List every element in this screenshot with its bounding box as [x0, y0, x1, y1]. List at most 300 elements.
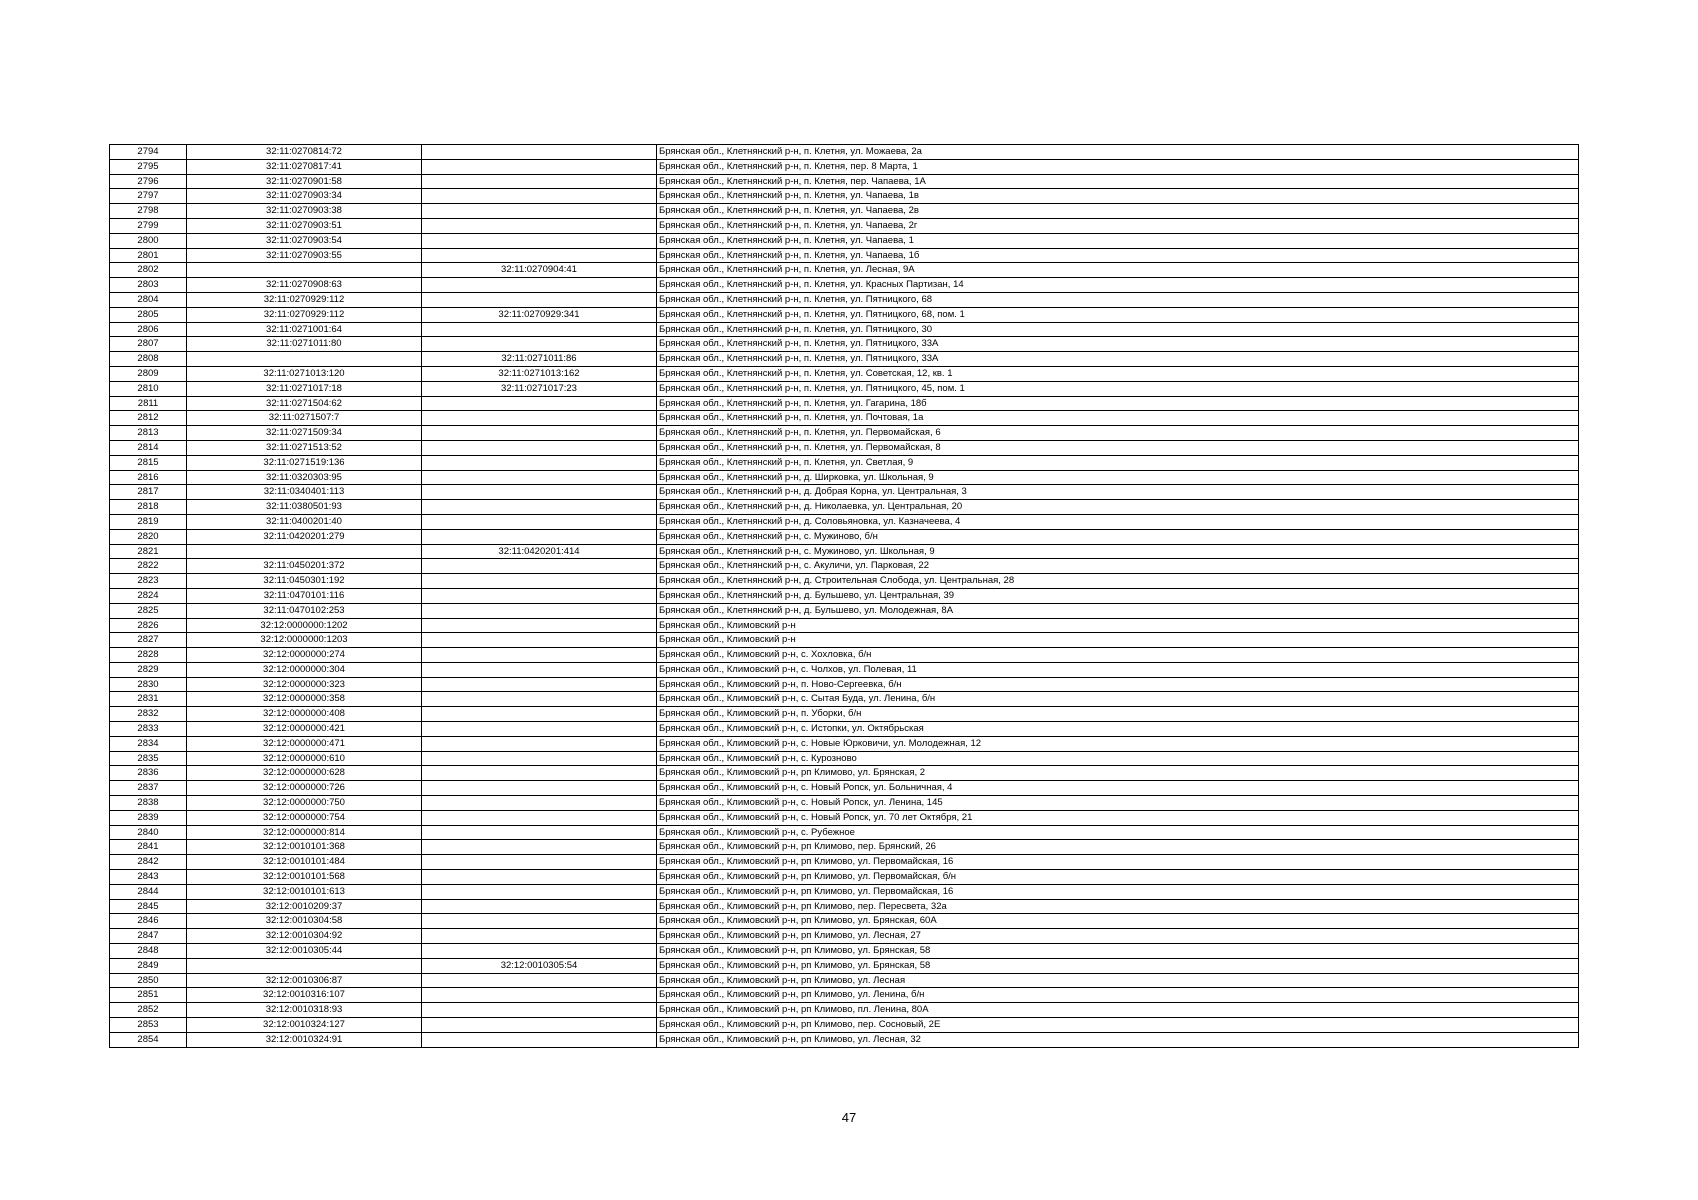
row-number-cell: 2816	[110, 470, 187, 485]
address-cell: Брянская обл., Климовский р-н, с. Истопки, ул. Октябрьская	[657, 722, 1579, 737]
address-cell: Брянская обл., Климовский р-н, рп Климово, пер. Пересвета, 32а	[657, 899, 1579, 914]
row-number-cell: 2853	[110, 1018, 187, 1033]
included-object-number-cell	[422, 796, 657, 811]
included-object-number-cell	[422, 500, 657, 515]
row-number-cell: 2842	[110, 855, 187, 870]
row-number-cell: 2806	[110, 322, 187, 337]
row-number-cell: 2843	[110, 870, 187, 885]
table-row	[110, 677, 1579, 692]
cadastral-number-cell: 32:11:0271013:120	[187, 366, 422, 381]
table-row	[110, 189, 1579, 204]
row-number-cell: 2823	[110, 574, 187, 589]
table-row	[110, 204, 1579, 219]
table-row	[110, 825, 1579, 840]
included-object-number-cell	[422, 884, 657, 899]
row-number-cell: 2845	[110, 899, 187, 914]
row-number-cell: 2804	[110, 292, 187, 307]
cadastral-number-cell: 32:11:0270903:54	[187, 233, 422, 248]
included-object-number-cell	[422, 559, 657, 574]
cadastral-number-cell: 32:11:0270929:112	[187, 307, 422, 322]
address-cell: Брянская обл., Климовский р-н, рп Климово, пер. Брянский, 26	[657, 840, 1579, 855]
address-cell: Брянская обл., Климовский р-н, с. Новый Ропск, ул. Больничная, 4	[657, 781, 1579, 796]
table-row	[110, 411, 1579, 426]
table-row	[110, 396, 1579, 411]
included-object-number-cell	[422, 870, 657, 885]
row-number-cell: 2800	[110, 233, 187, 248]
row-number-cell: 2815	[110, 455, 187, 470]
cadastral-number-cell	[187, 263, 422, 278]
cadastral-number-cell: 32:11:0271001:64	[187, 322, 422, 337]
cadastral-number-cell: 32:11:0420201:279	[187, 529, 422, 544]
address-cell: Брянская обл., Клетнянский р-н, п. Клетня, ул. Первомайская, 8	[657, 440, 1579, 455]
table-row	[110, 751, 1579, 766]
row-number-cell: 2833	[110, 722, 187, 737]
table-row	[110, 322, 1579, 337]
row-number-cell: 2810	[110, 381, 187, 396]
cadastral-number-cell: 32:12:0010101:484	[187, 855, 422, 870]
included-object-number-cell	[422, 781, 657, 796]
table-row	[110, 574, 1579, 589]
cadastral-number-cell: 32:11:0270814:72	[187, 145, 422, 160]
included-object-number-cell	[422, 692, 657, 707]
address-cell: Брянская обл., Климовский р-н, с. Новые Юрковичи, ул. Молодежная, 12	[657, 736, 1579, 751]
cadastral-number-cell: 32:12:0010101:368	[187, 840, 422, 855]
row-number-cell: 2838	[110, 796, 187, 811]
address-cell: Брянская обл., Климовский р-н, рп Климово, ул. Лесная, 27	[657, 929, 1579, 944]
table-row	[110, 1003, 1579, 1018]
table-row	[110, 618, 1579, 633]
table-row	[110, 766, 1579, 781]
table-row	[110, 455, 1579, 470]
row-number-cell: 2854	[110, 1032, 187, 1047]
address-cell: Брянская обл., Клетнянский р-н, п. Клетня, ул. Гагарина, 18б	[657, 396, 1579, 411]
address-cell: Брянская обл., Клетнянский р-н, п. Клетня, ул. Чапаева, 1в	[657, 189, 1579, 204]
address-cell: Брянская обл., Клетнянский р-н, п. Клетня, ул. Пятницкого, 33А	[657, 337, 1579, 352]
address-cell: Брянская обл., Клетнянский р-н, п. Клетня, ул. Можаева, 2а	[657, 145, 1579, 160]
address-cell: Брянская обл., Клетнянский р-н, п. Клетня, ул. Пятницкого, 45, пом. 1	[657, 381, 1579, 396]
included-object-number-cell	[422, 855, 657, 870]
address-cell: Брянская обл., Клетнянский р-н, п. Клетня, ул. Пятницкого, 68	[657, 292, 1579, 307]
row-number-cell: 2832	[110, 707, 187, 722]
address-cell: Брянская обл., Клетнянский р-н, п. Клетня, пер. 8 Марта, 1	[657, 159, 1579, 174]
table-row	[110, 648, 1579, 663]
cadastral-number-cell: 32:12:0010306:87	[187, 973, 422, 988]
table-row	[110, 426, 1579, 441]
table-row	[110, 145, 1579, 160]
row-number-cell: 2836	[110, 766, 187, 781]
address-cell: Брянская обл., Климовский р-н, рп Климово, ул. Лесная	[657, 973, 1579, 988]
table-row	[110, 662, 1579, 677]
row-number-cell: 2803	[110, 278, 187, 293]
included-object-number-cell	[422, 944, 657, 959]
cadastral-number-cell: 32:11:0270901:58	[187, 174, 422, 189]
table-row	[110, 248, 1579, 263]
row-number-cell: 2811	[110, 396, 187, 411]
cadastral-number-cell: 32:12:0000000:610	[187, 751, 422, 766]
table-row	[110, 352, 1579, 367]
address-cell: Брянская обл., Климовский р-н, рп Климово, ул. Лесная, 32	[657, 1032, 1579, 1047]
row-number-cell: 2797	[110, 189, 187, 204]
address-cell: Брянская обл., Климовский р-н, рп Климово, ул. Первомайская, 16	[657, 855, 1579, 870]
cadastral-number-cell: 32:11:0450201:372	[187, 559, 422, 574]
included-object-number-cell	[422, 929, 657, 944]
address-cell: Брянская обл., Климовский р-н, п. Ново-Сергеевка, б/н	[657, 677, 1579, 692]
address-cell: Брянская обл., Клетнянский р-н, д. Бульшево, ул. Центральная, 39	[657, 588, 1579, 603]
included-object-number-cell	[422, 485, 657, 500]
cadastral-number-cell: 32:11:0270929:112	[187, 292, 422, 307]
table-row	[110, 1032, 1579, 1047]
address-cell: Брянская обл., Клетнянский р-н, п. Клетня, ул. Пятницкого, 33А	[657, 352, 1579, 367]
table-row	[110, 929, 1579, 944]
included-object-number-cell	[422, 174, 657, 189]
row-number-cell: 2830	[110, 677, 187, 692]
row-number-cell: 2849	[110, 958, 187, 973]
included-object-number-cell: 32:11:0271013:162	[422, 366, 657, 381]
row-number-cell: 2826	[110, 618, 187, 633]
included-object-number-cell	[422, 514, 657, 529]
table-row	[110, 1018, 1579, 1033]
included-object-number-cell: 32:11:0270929:341	[422, 307, 657, 322]
included-object-number-cell	[422, 529, 657, 544]
table-row	[110, 544, 1579, 559]
address-cell: Брянская обл., Климовский р-н, рп Климово, ул. Ленина, б/н	[657, 988, 1579, 1003]
row-number-cell: 2799	[110, 218, 187, 233]
included-object-number-cell	[422, 337, 657, 352]
included-object-number-cell	[422, 914, 657, 929]
table-row	[110, 529, 1579, 544]
address-cell: Брянская обл., Клетнянский р-н, д. Бульшево, ул. Молодежная, 8А	[657, 603, 1579, 618]
table-row	[110, 485, 1579, 500]
address-cell: Брянская обл., Клетнянский р-н, п. Клетня, ул. Красных Партизан, 14	[657, 278, 1579, 293]
included-object-number-cell	[422, 1018, 657, 1033]
cadastral-number-cell: 32:11:0380501:93	[187, 500, 422, 515]
included-object-number-cell	[422, 722, 657, 737]
included-object-number-cell	[422, 574, 657, 589]
row-number-cell: 2837	[110, 781, 187, 796]
cadastral-number-cell: 32:12:0010305:44	[187, 944, 422, 959]
table-row	[110, 233, 1579, 248]
table-row	[110, 307, 1579, 322]
address-cell: Брянская обл., Климовский р-н, с. Чолхов, ул. Полевая, 11	[657, 662, 1579, 677]
table-row	[110, 292, 1579, 307]
row-number-cell: 2801	[110, 248, 187, 263]
included-object-number-cell	[422, 751, 657, 766]
included-object-number-cell	[422, 159, 657, 174]
table-row	[110, 159, 1579, 174]
address-cell: Брянская обл., Клетнянский р-н, д. Добрая Корна, ул. Центральная, 3	[657, 485, 1579, 500]
address-cell: Брянская обл., Клетнянский р-н, д. Ширковка, ул. Школьная, 9	[657, 470, 1579, 485]
row-number-cell: 2796	[110, 174, 187, 189]
included-object-number-cell	[422, 455, 657, 470]
cadastral-number-cell: 32:11:0270903:55	[187, 248, 422, 263]
row-number-cell: 2819	[110, 514, 187, 529]
table-row	[110, 796, 1579, 811]
included-object-number-cell	[422, 1003, 657, 1018]
included-object-number-cell	[422, 204, 657, 219]
cadastral-number-cell: 32:12:0010316:107	[187, 988, 422, 1003]
row-number-cell: 2802	[110, 263, 187, 278]
address-cell: Брянская обл., Клетнянский р-н, п. Клетня, ул. Лесная, 9А	[657, 263, 1579, 278]
included-object-number-cell: 32:11:0420201:414	[422, 544, 657, 559]
row-number-cell: 2851	[110, 988, 187, 1003]
cadastral-number-cell: 32:12:0000000:274	[187, 648, 422, 663]
table-row	[110, 559, 1579, 574]
cadastral-number-cell: 32:12:0000000:421	[187, 722, 422, 737]
cadastral-number-cell: 32:12:0010324:127	[187, 1018, 422, 1033]
included-object-number-cell	[422, 707, 657, 722]
included-object-number-cell	[422, 470, 657, 485]
cadastral-number-cell: 32:12:0010304:92	[187, 929, 422, 944]
table-row	[110, 514, 1579, 529]
cadastral-number-cell: 32:11:0270903:34	[187, 189, 422, 204]
address-cell: Брянская обл., Клетнянский р-н, с. Акуличи, ул. Парковая, 22	[657, 559, 1579, 574]
row-number-cell: 2805	[110, 307, 187, 322]
table-row	[110, 381, 1579, 396]
table-row	[110, 366, 1579, 381]
row-number-cell: 2847	[110, 929, 187, 944]
cadastral-number-cell: 32:12:0000000:1202	[187, 618, 422, 633]
row-number-cell: 2814	[110, 440, 187, 455]
included-object-number-cell	[422, 825, 657, 840]
included-object-number-cell	[422, 1032, 657, 1047]
included-object-number-cell	[422, 292, 657, 307]
included-object-number-cell: 32:11:0270904:41	[422, 263, 657, 278]
address-cell: Брянская обл., Климовский р-н, рп Климово, ул. Брянская, 58	[657, 958, 1579, 973]
table-row	[110, 781, 1579, 796]
row-number-cell: 2812	[110, 411, 187, 426]
cadastral-number-cell: 32:11:0271507:7	[187, 411, 422, 426]
address-cell: Брянская обл., Климовский р-н, с. Хохловка, б/н	[657, 648, 1579, 663]
address-cell: Брянская обл., Клетнянский р-н, д. Соловьяновка, ул. Казначеева, 4	[657, 514, 1579, 529]
table-row	[110, 707, 1579, 722]
cadastral-number-cell: 32:12:0000000:726	[187, 781, 422, 796]
included-object-number-cell	[422, 973, 657, 988]
included-object-number-cell	[422, 145, 657, 160]
address-cell: Брянская обл., Климовский р-н, с. Сытая Буда, ул. Ленина, б/н	[657, 692, 1579, 707]
address-cell: Брянская обл., Климовский р-н, с. Новый Ропск, ул. 70 лет Октября, 21	[657, 810, 1579, 825]
row-number-cell: 2794	[110, 145, 187, 160]
row-number-cell: 2835	[110, 751, 187, 766]
table-row	[110, 278, 1579, 293]
address-cell: Брянская обл., Климовский р-н	[657, 633, 1579, 648]
cadastral-number-cell: 32:11:0270903:51	[187, 218, 422, 233]
cadastral-number-cell: 32:12:0010324:91	[187, 1032, 422, 1047]
row-number-cell: 2818	[110, 500, 187, 515]
cadastral-number-cell: 32:12:0000000:750	[187, 796, 422, 811]
cadastral-number-cell: 32:11:0271509:34	[187, 426, 422, 441]
registry-table	[109, 144, 1579, 1048]
address-cell: Брянская обл., Климовский р-н, рп Климово, ул. Первомайская, б/н	[657, 870, 1579, 885]
cadastral-number-cell: 32:11:0271504:62	[187, 396, 422, 411]
address-cell: Брянская обл., Клетнянский р-н, д. Строительная Слобода, ул. Центральная, 28	[657, 574, 1579, 589]
cadastral-number-cell: 32:11:0400201:40	[187, 514, 422, 529]
table-row	[110, 944, 1579, 959]
table-row	[110, 988, 1579, 1003]
included-object-number-cell	[422, 278, 657, 293]
address-cell: Брянская обл., Клетнянский р-н, п. Клетня, ул. Чапаева, 1б	[657, 248, 1579, 263]
row-number-cell: 2808	[110, 352, 187, 367]
registry-table-body	[110, 145, 1579, 1048]
cadastral-number-cell: 32:12:0010318:93	[187, 1003, 422, 1018]
address-cell: Брянская обл., Климовский р-н, рп Климово, ул. Брянская, 2	[657, 766, 1579, 781]
included-object-number-cell	[422, 988, 657, 1003]
address-cell: Брянская обл., Клетнянский р-н, п. Клетня, ул. Первомайская, 6	[657, 426, 1579, 441]
included-object-number-cell	[422, 899, 657, 914]
cadastral-number-cell: 32:12:0000000:628	[187, 766, 422, 781]
included-object-number-cell	[422, 633, 657, 648]
included-object-number-cell	[422, 218, 657, 233]
included-object-number-cell: 32:11:0271011:86	[422, 352, 657, 367]
included-object-number-cell	[422, 411, 657, 426]
address-cell: Брянская обл., Клетнянский р-н, с. Мужиново, ул. Школьная, 9	[657, 544, 1579, 559]
cadastral-number-cell: 32:11:0270908:63	[187, 278, 422, 293]
row-number-cell: 2829	[110, 662, 187, 677]
table-row	[110, 500, 1579, 515]
cadastral-number-cell: 32:11:0470102:253	[187, 603, 422, 618]
included-object-number-cell	[422, 322, 657, 337]
included-object-number-cell	[422, 662, 657, 677]
cadastral-number-cell	[187, 544, 422, 559]
row-number-cell: 2822	[110, 559, 187, 574]
included-object-number-cell	[422, 189, 657, 204]
table-row	[110, 810, 1579, 825]
table-row	[110, 899, 1579, 914]
row-number-cell: 2844	[110, 884, 187, 899]
cadastral-number-cell: 32:12:0010209:37	[187, 899, 422, 914]
table-row	[110, 973, 1579, 988]
included-object-number-cell: 32:11:0271017:23	[422, 381, 657, 396]
row-number-cell: 2809	[110, 366, 187, 381]
cadastral-number-cell: 32:11:0340401:113	[187, 485, 422, 500]
table-row	[110, 855, 1579, 870]
table-row	[110, 958, 1579, 973]
table-row	[110, 263, 1579, 278]
row-number-cell: 2840	[110, 825, 187, 840]
row-number-cell: 2831	[110, 692, 187, 707]
row-number-cell: 2820	[110, 529, 187, 544]
table-row	[110, 722, 1579, 737]
included-object-number-cell	[422, 677, 657, 692]
address-cell: Брянская обл., Клетнянский р-н, п. Клетня, ул. Советская, 12, кв. 1	[657, 366, 1579, 381]
cadastral-number-cell: 32:12:0010304:58	[187, 914, 422, 929]
table-row	[110, 840, 1579, 855]
cadastral-number-cell: 32:12:0000000:814	[187, 825, 422, 840]
address-cell: Брянская обл., Климовский р-н, рп Климово, ул. Брянская, 60А	[657, 914, 1579, 929]
row-number-cell: 2825	[110, 603, 187, 618]
cadastral-number-cell: 32:11:0270903:38	[187, 204, 422, 219]
table-row	[110, 218, 1579, 233]
included-object-number-cell	[422, 618, 657, 633]
table-row	[110, 633, 1579, 648]
included-object-number-cell	[422, 440, 657, 455]
cadastral-number-cell: 32:11:0320303:95	[187, 470, 422, 485]
row-number-cell: 2795	[110, 159, 187, 174]
cadastral-number-cell: 32:12:0000000:471	[187, 736, 422, 751]
included-object-number-cell	[422, 603, 657, 618]
cadastral-number-cell: 32:12:0000000:323	[187, 677, 422, 692]
cadastral-number-cell: 32:11:0450301:192	[187, 574, 422, 589]
row-number-cell: 2839	[110, 810, 187, 825]
row-number-cell: 2813	[110, 426, 187, 441]
address-cell: Брянская обл., Клетнянский р-н, д. Николаевка, ул. Центральная, 20	[657, 500, 1579, 515]
row-number-cell: 2834	[110, 736, 187, 751]
cadastral-number-cell: 32:12:0000000:358	[187, 692, 422, 707]
cadastral-number-cell	[187, 958, 422, 973]
cadastral-number-cell: 32:11:0270817:41	[187, 159, 422, 174]
address-cell: Брянская обл., Клетнянский р-н, п. Клетня, ул. Чапаева, 2в	[657, 204, 1579, 219]
row-number-cell: 2828	[110, 648, 187, 663]
row-number-cell: 2850	[110, 973, 187, 988]
cadastral-number-cell: 32:12:0010101:613	[187, 884, 422, 899]
cadastral-number-cell: 32:12:0000000:304	[187, 662, 422, 677]
cadastral-number-cell: 32:11:0271513:52	[187, 440, 422, 455]
table-row	[110, 914, 1579, 929]
address-cell: Брянская обл., Клетнянский р-н, п. Клетня, пер. Чапаева, 1А	[657, 174, 1579, 189]
cadastral-number-cell	[187, 352, 422, 367]
included-object-number-cell	[422, 588, 657, 603]
cadastral-number-cell: 32:12:0010101:568	[187, 870, 422, 885]
row-number-cell: 2841	[110, 840, 187, 855]
cadastral-number-cell: 32:12:0000000:754	[187, 810, 422, 825]
address-cell: Брянская обл., Климовский р-н, с. Рубежное	[657, 825, 1579, 840]
row-number-cell: 2846	[110, 914, 187, 929]
cadastral-number-cell: 32:12:0000000:1203	[187, 633, 422, 648]
included-object-number-cell	[422, 810, 657, 825]
address-cell: Брянская обл., Климовский р-н, рп Климово, пер. Сосновый, 2Е	[657, 1018, 1579, 1033]
row-number-cell: 2824	[110, 588, 187, 603]
table-row	[110, 884, 1579, 899]
included-object-number-cell	[422, 766, 657, 781]
address-cell: Брянская обл., Климовский р-н	[657, 618, 1579, 633]
address-cell: Брянская обл., Клетнянский р-н, п. Клетня, ул. Пятницкого, 68, пом. 1	[657, 307, 1579, 322]
row-number-cell: 2817	[110, 485, 187, 500]
table-row	[110, 470, 1579, 485]
address-cell: Брянская обл., Климовский р-н, рп Климово, ул. Первомайская, 16	[657, 884, 1579, 899]
cadastral-number-cell: 32:11:0470101:116	[187, 588, 422, 603]
cadastral-number-cell: 32:11:0271519:136	[187, 455, 422, 470]
table-row	[110, 870, 1579, 885]
row-number-cell: 2821	[110, 544, 187, 559]
table-row	[110, 440, 1579, 455]
table-row	[110, 692, 1579, 707]
address-cell: Брянская обл., Климовский р-н, с. Новый Ропск, ул. Ленина, 145	[657, 796, 1579, 811]
included-object-number-cell	[422, 396, 657, 411]
address-cell: Брянская обл., Климовский р-н, рп Климово, пл. Ленина, 80А	[657, 1003, 1579, 1018]
included-object-number-cell	[422, 648, 657, 663]
included-object-number-cell: 32:12:0010305:54	[422, 958, 657, 973]
table-row	[110, 337, 1579, 352]
included-object-number-cell	[422, 736, 657, 751]
table-row	[110, 603, 1579, 618]
address-cell: Брянская обл., Клетнянский р-н, п. Клетня, ул. Пятницкого, 30	[657, 322, 1579, 337]
cadastral-number-cell: 32:11:0271017:18	[187, 381, 422, 396]
address-cell: Брянская обл., Клетнянский р-н, с. Мужиново, б/н	[657, 529, 1579, 544]
table-row	[110, 736, 1579, 751]
address-cell: Брянская обл., Климовский р-н, с. Курозново	[657, 751, 1579, 766]
row-number-cell: 2807	[110, 337, 187, 352]
table-row	[110, 174, 1579, 189]
row-number-cell: 2827	[110, 633, 187, 648]
table-row	[110, 588, 1579, 603]
included-object-number-cell	[422, 840, 657, 855]
included-object-number-cell	[422, 248, 657, 263]
page-number: 47	[841, 1110, 857, 1125]
included-object-number-cell	[422, 233, 657, 248]
row-number-cell: 2798	[110, 204, 187, 219]
cadastral-number-cell: 32:11:0271011:80	[187, 337, 422, 352]
address-cell: Брянская обл., Климовский р-н, п. Уборки, б/н	[657, 707, 1579, 722]
address-cell: Брянская обл., Клетнянский р-н, п. Клетня, ул. Чапаева, 1	[657, 233, 1579, 248]
